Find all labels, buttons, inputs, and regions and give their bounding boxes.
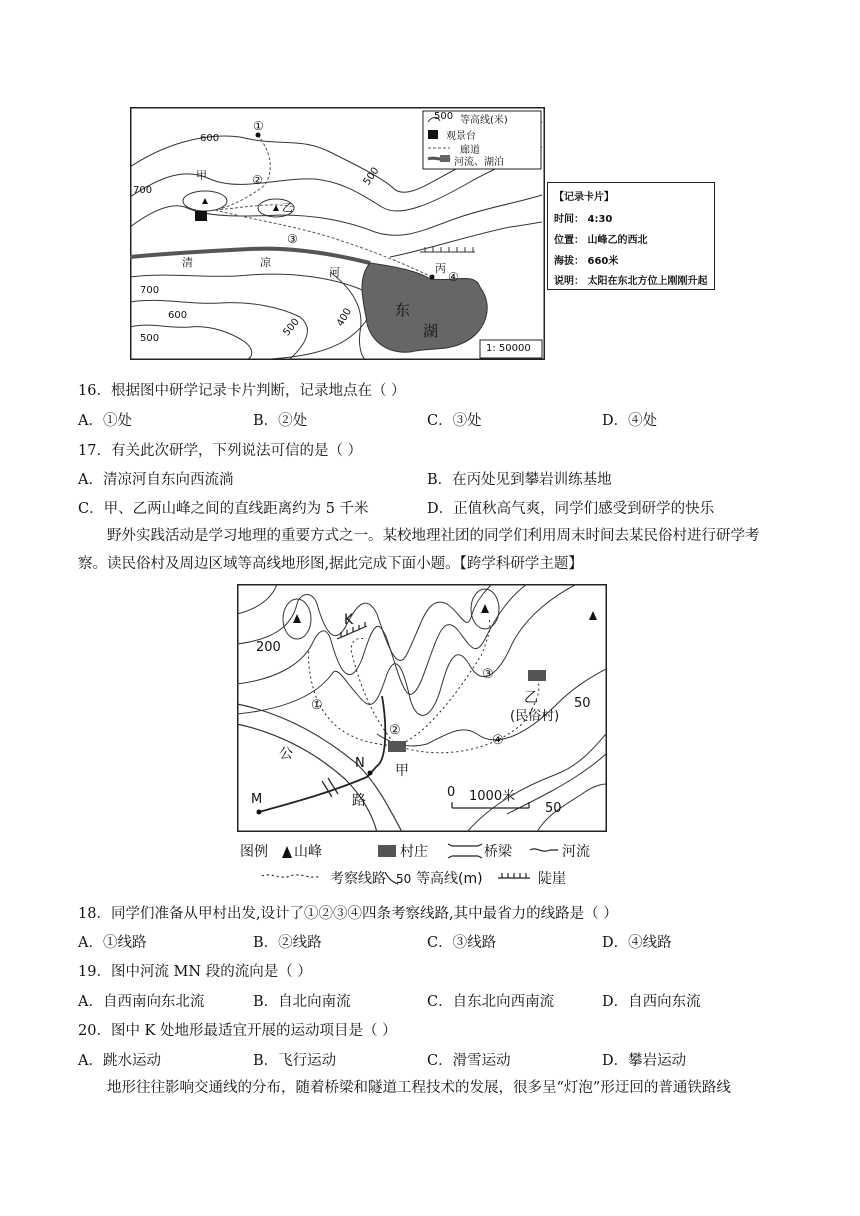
q17-option-c: C．甲、乙两山峰之间的直线距离约为 5 千米: [78, 501, 369, 517]
contour-700b: 700: [140, 285, 160, 296]
legend-cliff: 陡崖: [538, 871, 566, 887]
q18-stem: 18．同学们准备从甲村出发,设计了①②③④四条考察线路,其中最省力的线路是（ ）: [78, 906, 618, 922]
map1-legend-deck: 观景台: [446, 131, 476, 142]
legend-village: 村庄: [400, 844, 428, 860]
q18-option-d: D．④线路: [602, 935, 672, 951]
q20-option-b: B．飞行运动: [253, 1053, 337, 1069]
map1-legend-contour-label: 等高线(米): [460, 115, 508, 126]
q16-option-b: B．②处: [253, 413, 308, 429]
q17-stem: 17．有关此次研学，下列说法可信的是（ ）: [78, 443, 363, 459]
q16-stem: 16．根据图中研学记录卡片判断，记录地点在（ ）: [78, 383, 406, 399]
q16-option-c: C．③处: [427, 413, 482, 429]
map2-scale-zero: 0: [447, 785, 456, 800]
q19-stem: 19．图中河流 MN 段的流向是（ ）: [78, 964, 312, 980]
contour-500b: 500: [140, 333, 160, 344]
map1-scale: 1: 50000: [486, 343, 531, 354]
card-time: 时间： 4:30: [554, 214, 613, 225]
point-3: ③: [287, 232, 298, 246]
contour-700a: 700: [133, 185, 153, 196]
q19-option-b: B．自北向南流: [253, 994, 351, 1010]
label-hu: 湖: [423, 322, 439, 340]
legend-bridge: 桥梁: [484, 844, 512, 860]
legend-title: 图例: [240, 844, 268, 860]
q17-option-a: A．清凉河自东向西流淌: [78, 472, 234, 488]
map2-jia: 甲: [395, 763, 409, 779]
map1-legend-contour-value: 500: [434, 111, 454, 122]
map2-K: K: [344, 612, 354, 628]
contour-500a: 500: [361, 165, 382, 188]
map2-M: M: [251, 792, 263, 807]
q19-option-d: D．自西向东流: [602, 994, 701, 1010]
contour-400: 400: [335, 306, 355, 329]
map2-route-2: ②: [389, 723, 401, 738]
label-qing: 清: [182, 256, 193, 269]
record-card: [547, 182, 715, 290]
map1: [130, 107, 545, 360]
map2-N: N: [355, 756, 365, 771]
point-4: ④: [448, 270, 459, 284]
map2-village-label: (民俗村): [510, 709, 560, 724]
legend-route: 考察线路: [330, 871, 386, 887]
label-he: 河: [329, 266, 340, 279]
card-altitude: 海拔： 660米: [554, 256, 619, 267]
map2-contour-50b: 50: [545, 801, 562, 816]
q17-option-d: D．正值秋高气爽，同学们感受到研学的快乐: [427, 501, 715, 517]
q16-option-a: A．①处: [78, 413, 132, 429]
q18-option-b: B．②线路: [253, 935, 322, 951]
q20-option-a: A．跳水运动: [78, 1053, 161, 1069]
map2-lu: 路: [352, 793, 366, 809]
label-yi: 乙: [282, 201, 293, 214]
map2-yi: 乙: [524, 690, 538, 706]
map2-route-1: ①: [311, 698, 323, 713]
legend-peak: 山峰: [294, 844, 322, 860]
q17-option-b: B．在丙处见到攀岩训练基地: [427, 472, 612, 488]
q20-option-d: D．攀岩运动: [602, 1053, 687, 1069]
map2: [237, 584, 607, 832]
map2-gong: 公: [279, 746, 293, 762]
card-title: 【记录卡片】: [554, 192, 614, 203]
legend-contour: 等高线(m): [416, 871, 483, 887]
point-2: ②: [252, 173, 263, 187]
legend-river: 河流: [562, 844, 590, 860]
map2-contour-200: 200: [256, 640, 281, 655]
legend-contour-value: 50: [396, 872, 412, 886]
card-note: 说明： 太阳在东北方位上刚刚升起: [554, 276, 708, 287]
label-jia: 甲: [196, 169, 207, 182]
map1-legend-river-lake: 河流、湖泊: [454, 157, 504, 168]
contour-500c: 500: [281, 316, 302, 339]
map2-route-3: ③: [482, 667, 494, 682]
map2-legend: [240, 838, 620, 890]
map1-legend-corridor: 廊道: [460, 145, 480, 156]
contour-600b: 600: [168, 310, 188, 321]
map2-contour-50a: 50: [574, 696, 591, 711]
q20-option-c: C．滑雪运动: [427, 1053, 511, 1069]
q19-option-c: C．自东北向西南流: [427, 994, 555, 1010]
label-bing: 丙: [435, 262, 446, 275]
q18-option-a: A．①线路: [78, 935, 147, 951]
q20-stem: 20．图中 K 处地形最适宜开展的运动项目是（ ）: [78, 1023, 397, 1039]
q19-option-a: A．自西南向东北流: [78, 994, 205, 1010]
map2-scale-length: 1000米: [469, 789, 516, 804]
q16-option-d: D．④处: [602, 413, 658, 429]
contour-600a: 600: [200, 133, 220, 144]
intro-paragraph-2: 野外实践活动是学习地理的重要方式之一。某校地理社团的同学们利用周末时间去某民俗村进行研学考察。读民俗村及周边区域等高线地形图,据此完成下面小题。【跨学科研学主题】: [78, 528, 760, 572]
label-dong: 东: [395, 301, 411, 319]
card-position: 位置： 山峰乙的西北: [554, 235, 648, 246]
label-liang: 凉: [260, 256, 271, 269]
q18-option-c: C．③线路: [427, 935, 497, 951]
intro-paragraph-3: 地形往往影响交通线的分布，随着桥梁和隧道工程技术的发展，很多呈“灯泡”形迂回的普通铁路线: [107, 1080, 731, 1096]
map2-route-4: ④: [492, 733, 504, 748]
point-1: ①: [253, 119, 264, 133]
